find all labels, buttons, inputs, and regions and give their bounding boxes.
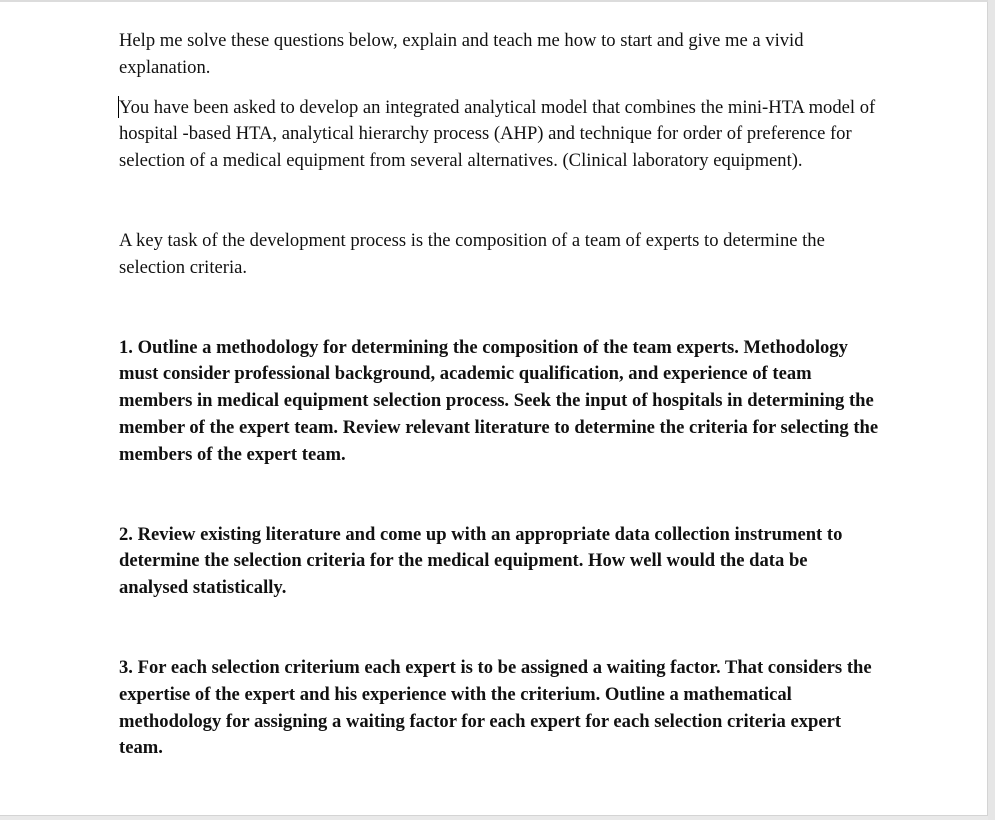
context-paragraph: You have been asked to develop an integrated analytical model that combines the mini-HTA model of hospital -based HTA, analytical hierarchy process (AHP) and technique for order of preference for selection of a medical equipment from several alternatives. (Clinical laboratory equipment). <box>119 96 876 172</box>
paragraph-gap <box>119 175 879 228</box>
paragraph-gap <box>119 282 879 335</box>
paragraph-gap <box>119 82 879 95</box>
paragraph-gap <box>119 469 879 522</box>
document-body[interactable] <box>119 28 879 762</box>
window-right-edge <box>988 0 995 820</box>
question-3: 3. For each selection criterium each expert is to be assigned a waiting factor. That considers the expertise of the expert and his experience with the criterium. Outline a mathematical methodology for assigning a waiting factor for each expert for each selection criteria expert team. <box>119 656 872 759</box>
question-1: 1. Outline a methodology for determining the composition of the team experts. Methodology must consider professional background, academic qualification, and experience of team members in medical equipment selection process. Seek the input of hospitals in determining the member of the expert team. Review relevant literature to determine the criteria for selecting the members of the expert team. <box>119 336 879 465</box>
intro-paragraph: Help me solve these questions below, explain and teach me how to start and give me a vivid explanation. <box>119 30 804 78</box>
text-cursor <box>118 96 119 118</box>
question-2: 2. Review existing literature and come up with an appropriate data collection instrument to determine the selection criteria for the medical equipment. How well would the data be analysed statistically. <box>119 523 843 599</box>
task-paragraph: A key task of the development process is the composition of a team of experts to determine the selection criteria. <box>119 229 825 278</box>
paragraph-gap <box>119 602 879 655</box>
